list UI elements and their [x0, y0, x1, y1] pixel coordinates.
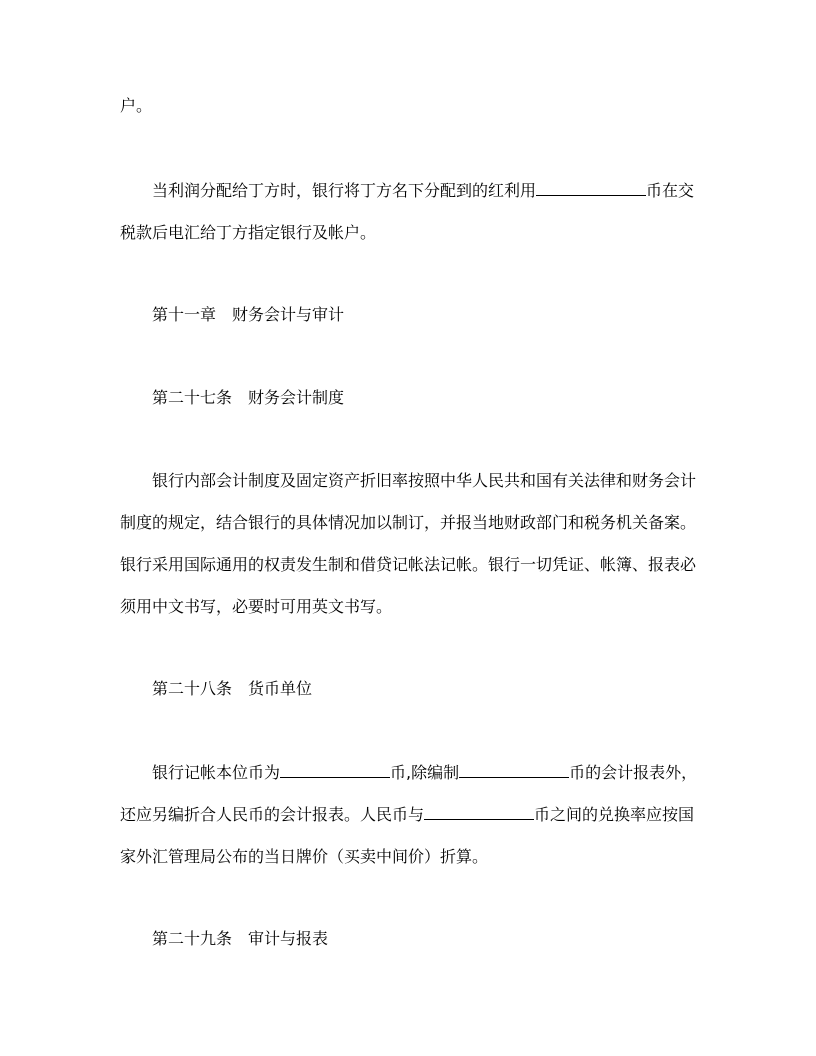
paragraph-continuation: [120, 96, 700, 116]
accounting-paragraph-line-1: [152, 471, 700, 491]
dividend-paragraph-line-1: [152, 181, 700, 201]
text-segment: 币的会计报表外，: [569, 763, 698, 782]
article-29-heading: [152, 929, 700, 949]
dividend-paragraph-line-2: [120, 223, 700, 243]
article-28-heading: [152, 679, 700, 699]
chapter-title: 财务会计与审计: [232, 305, 345, 324]
fill-in-blank: [424, 805, 534, 820]
currency-paragraph-line-1: [152, 763, 700, 783]
text-line: 户。: [120, 96, 153, 115]
accounting-paragraph-line-3: [120, 555, 700, 575]
text-line: 银行内部会计制度及固定资产折旧率按照中华人民共和国有关法律和财务会计: [152, 471, 697, 490]
text-segment: 当利润分配给丁方时，银行将丁方名下分配到的红利用: [152, 181, 537, 200]
article-number: 第二十八条: [152, 679, 233, 698]
fill-in-blank: [459, 763, 569, 778]
text-line: 制度的规定，结合银行的具体情况加以制订，并报当地财政部门和税务机关备案。: [120, 513, 697, 532]
text-line: 家外汇管理局公布的当日牌价（买卖中间价）折算。: [120, 847, 489, 866]
currency-paragraph-line-3: [120, 847, 700, 867]
text-line: 须用中文书写，必要时可用英文书写。: [120, 597, 393, 616]
article-number: 第二十九条: [152, 929, 233, 948]
fill-in-blank: [280, 763, 390, 778]
article-title: 审计与报表: [248, 929, 329, 948]
text-segment: 币在交: [646, 181, 695, 200]
fill-in-blank: [536, 181, 646, 196]
currency-paragraph-line-2: [120, 805, 700, 825]
accounting-paragraph-line-4: [120, 597, 700, 617]
text-line: 税款后电汇给丁方指定银行及帐户。: [120, 223, 377, 242]
text-segment: 银行记帐本位币为: [152, 763, 281, 782]
chapter-heading: [152, 305, 700, 325]
chapter-number: 第十一章: [152, 305, 217, 324]
accounting-paragraph-line-2: [120, 513, 700, 533]
text-segment: 币之间的兑换率应按国: [534, 805, 695, 824]
text-line: 银行采用国际通用的权责发生制和借贷记帐法记帐。银行一切凭证、帐簿、报表必: [120, 555, 697, 574]
article-27-heading: [152, 388, 700, 408]
article-title: 财务会计制度: [248, 388, 345, 407]
text-segment: 币,除编制: [390, 763, 460, 782]
article-title: 货币单位: [248, 679, 313, 698]
article-number: 第二十七条: [152, 388, 233, 407]
text-segment: 还应另编折合人民币的会计报表。人民币与: [120, 805, 425, 824]
